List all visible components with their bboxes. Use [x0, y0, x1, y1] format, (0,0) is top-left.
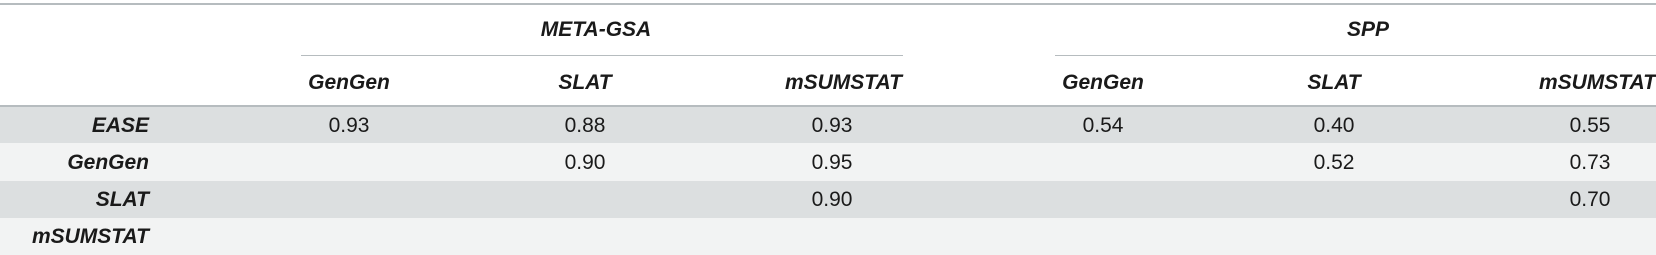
row-label: mSUMSTAT	[31, 225, 149, 248]
table-cell: 0.55	[1569, 114, 1611, 137]
row-label: EASE	[91, 114, 149, 137]
group-header-meta-gsa: META-GSA	[540, 18, 652, 41]
table-cell: 0.93	[811, 114, 853, 137]
column-header: mSUMSTAT	[784, 71, 902, 94]
table-cell: 0.88	[564, 114, 606, 137]
table-cell: 0.95	[811, 151, 853, 174]
row-label: SLAT	[95, 188, 149, 211]
table-cell: 0.90	[811, 188, 853, 211]
group-rule-spp	[1055, 55, 1656, 56]
column-header: SLAT	[558, 71, 612, 94]
table-cell: 0.70	[1569, 188, 1611, 211]
column-header: GenGen	[1062, 71, 1144, 94]
table-cell: 0.73	[1569, 151, 1611, 174]
table-cell: 0.93	[328, 114, 370, 137]
top-rule	[0, 3, 1656, 5]
table-cell: 0.40	[1313, 114, 1355, 137]
table-row-band	[0, 218, 1656, 255]
column-header: GenGen	[308, 71, 390, 94]
group-header-spp: SPP	[1346, 18, 1390, 41]
table-cell: 0.54	[1082, 114, 1124, 137]
table-cell: 0.90	[564, 151, 606, 174]
column-header: mSUMSTAT	[1538, 71, 1656, 94]
row-label: GenGen	[67, 151, 149, 174]
column-header: SLAT	[1307, 71, 1361, 94]
group-rule-meta-gsa	[301, 55, 903, 56]
table-cell: 0.52	[1313, 151, 1355, 174]
